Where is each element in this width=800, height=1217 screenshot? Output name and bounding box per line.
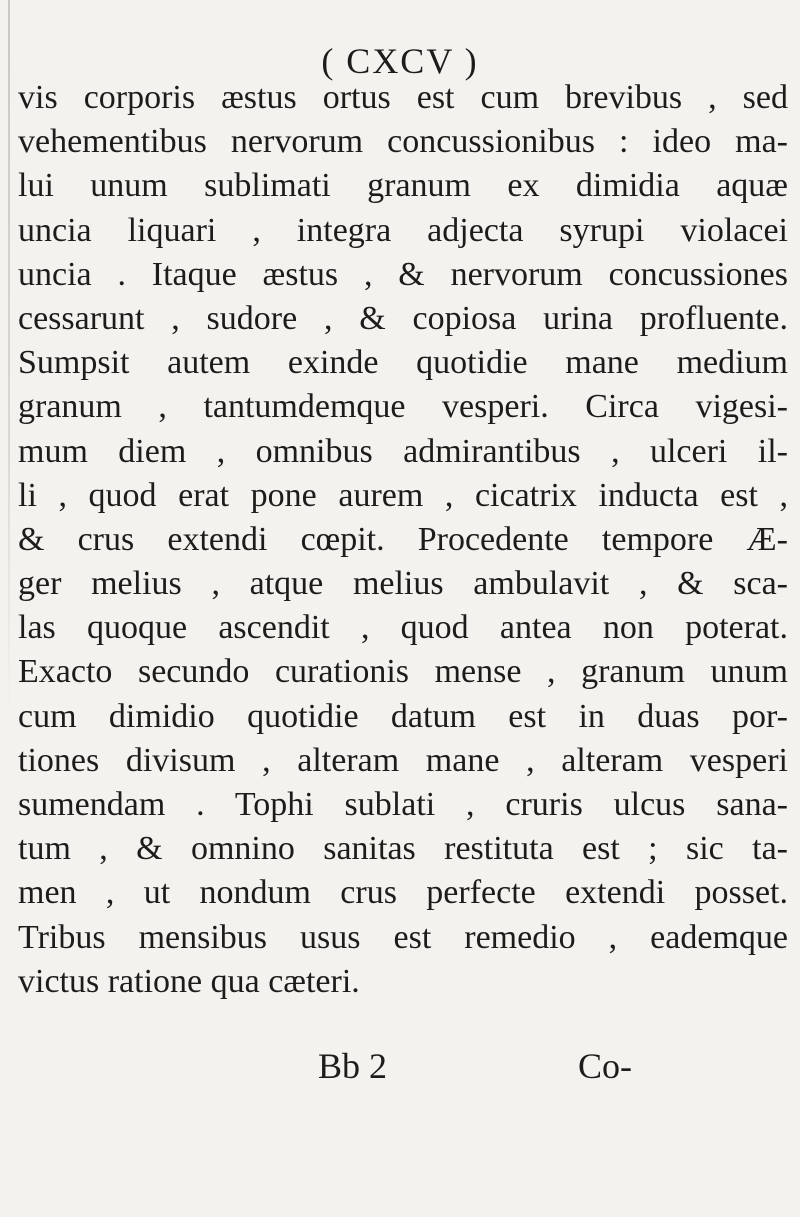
text-line: tum , & omnino sanitas restituta est ; sic ta- bbox=[18, 830, 788, 868]
text-line: cum dimidio quotidie datum est in duas por- bbox=[18, 697, 788, 735]
text-line: li , quod erat pone aurem , cicatrix inducta est , bbox=[18, 476, 788, 514]
text-line: Exacto secundo curationis mense , granum unum bbox=[18, 653, 788, 691]
text-line: Sumpsit autem exinde quotidie mane medium bbox=[18, 344, 788, 382]
page-gutter-edge bbox=[8, 0, 10, 720]
catchword: Co- bbox=[578, 1046, 632, 1086]
text-line: sumendam . Tophi sublati , cruris ulcus sana- bbox=[18, 786, 788, 823]
text-line: & crus extendi cœpit. Procedente tempore Æ- bbox=[18, 520, 788, 558]
text-line: uncia . Itaque æstus , & nervorum concussiones bbox=[18, 255, 788, 293]
text-line: tiones divisum , alteram mane , alteram vesperi bbox=[18, 741, 788, 779]
text-line: mum diem , omnibus admirantibus , ulceri il- bbox=[18, 432, 788, 470]
text-line: victus ratione qua cæteri. bbox=[18, 962, 360, 1000]
text-line: vis corporis æstus ortus est cum brevibus , sed bbox=[18, 79, 788, 116]
text-line: men , ut nondum crus perfecte extendi posset. bbox=[18, 874, 788, 912]
text-line: cessarunt , sudore , & copiosa urina profluente. bbox=[18, 299, 788, 337]
page-header: ( CXCV ) bbox=[321, 41, 479, 81]
text-line: granum , tantumdemque vesperi. Circa vigesi- bbox=[18, 388, 788, 426]
page-footer bbox=[0, 1045, 800, 1085]
body-text bbox=[18, 76, 788, 1004]
text-line: las quoque ascendit , quod antea non poterat. bbox=[18, 609, 788, 647]
text-line: ger melius , atque melius ambulavit , & sca- bbox=[18, 565, 788, 603]
text-line: lui unum sublimati granum ex dimidia aquæ bbox=[18, 167, 788, 205]
text-line: Tribus mensibus usus est remedio , eademque bbox=[18, 918, 788, 956]
text-line: vehementibus nervorum concussionibus : ideo ma- bbox=[18, 123, 788, 161]
signature-mark: Bb 2 bbox=[318, 1046, 388, 1086]
text-line: uncia liquari , integra adjecta syrupi violacei bbox=[18, 211, 788, 249]
